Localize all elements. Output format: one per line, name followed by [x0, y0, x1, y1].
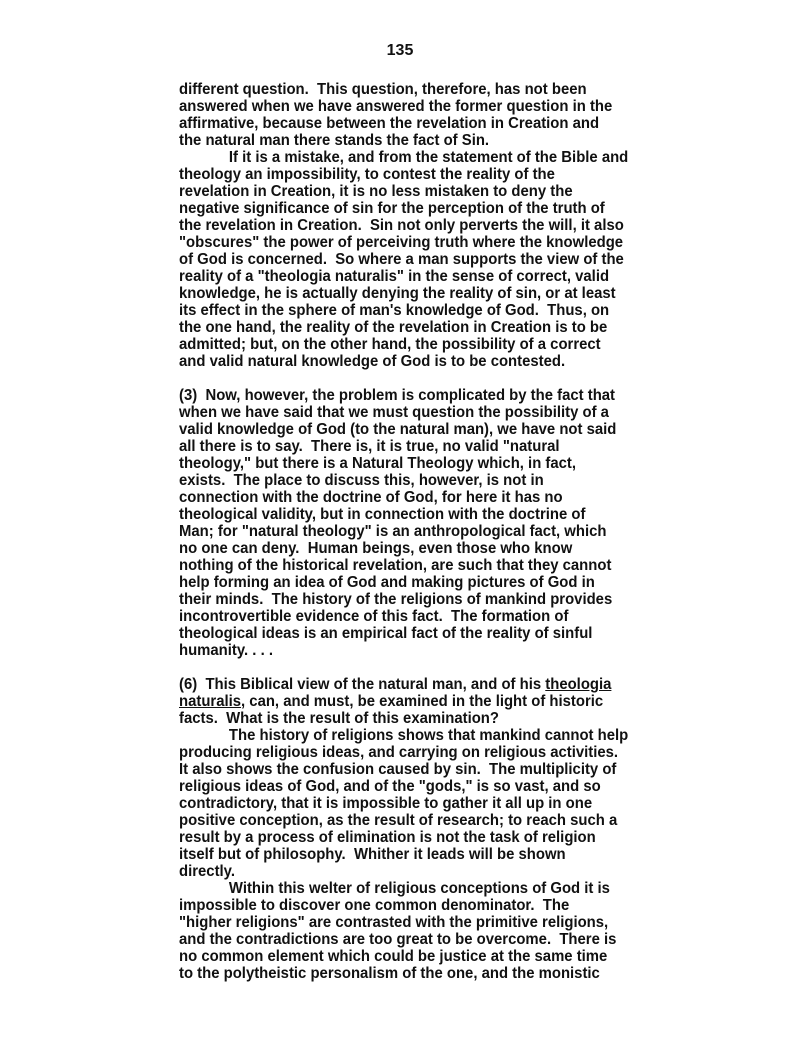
underlined-term: naturalis: [179, 693, 242, 710]
line-text: impossible to discover one common denominator. The: [179, 897, 570, 914]
line-text: affirmative, because between the revelation in Creation and: [179, 115, 600, 132]
text-line: [179, 183, 717, 200]
line-text: theological validity, but in connection with the doctrine of: [179, 506, 586, 523]
line-text: negative significance of sin for the perception of the truth of: [179, 200, 605, 217]
text-line: [179, 591, 717, 608]
text-line: [179, 319, 717, 336]
text-line: [179, 302, 717, 319]
text-line: [179, 421, 717, 438]
line-text: valid knowledge of God (to the natural man), we have not said: [179, 421, 617, 438]
text-line: [179, 438, 717, 455]
page-number: 135: [386, 42, 414, 59]
line-text: revelation in Creation, it is no less mistaken to deny the: [179, 183, 573, 200]
text-line: [179, 897, 717, 914]
line-text: "higher religions" are contrasted with the primitive religions,: [179, 914, 609, 931]
text-line: [179, 200, 717, 217]
line-text: connection with the doctrine of God, for here it has no: [179, 489, 563, 506]
text-line: [179, 880, 717, 897]
text-line: [179, 81, 717, 98]
text-line: [179, 846, 717, 863]
line-text: its effect in the sphere of man's knowledge of God. Thus, on: [179, 302, 610, 319]
paragraph-gap: [179, 370, 717, 387]
text-line: [179, 523, 717, 540]
line-text: positive conception, as the result of research; to reach such a: [179, 812, 618, 829]
text-line: [179, 914, 717, 931]
line-text: admitted; but, on the other hand, the possibility of a correct: [179, 336, 601, 353]
text-line: [179, 829, 717, 846]
line-text: incontrovertible evidence of this fact. The formation of: [179, 608, 569, 625]
text-line: [179, 98, 717, 115]
text-line: [179, 455, 717, 472]
line-text: theology," but there is a Natural Theology which, in fact,: [179, 455, 577, 472]
text-line: [179, 931, 717, 948]
line-text: humanity. . . .: [179, 642, 273, 659]
line-text: facts. What is the result of this examination?: [179, 710, 499, 727]
text-line: [179, 268, 717, 285]
line-text: all there is to say. There is, it is true, no valid "natural: [179, 438, 560, 455]
line-text: knowledge, he is actually denying the reality of sin, or at least: [179, 285, 616, 302]
line-text: Man; for "natural theology" is an anthropological fact, which: [179, 523, 607, 540]
underlined-term: theologia: [545, 676, 612, 693]
line-text: contradictory, that it is impossible to gather it all up in one: [179, 795, 593, 812]
line-text: producing religious ideas, and carrying on religious activities.: [179, 744, 619, 761]
line-text: when we have said that we must question the possibility of a: [179, 404, 609, 421]
text-line: [179, 149, 717, 166]
line-text: itself but of philosophy. Whither it leads will be shown: [179, 846, 566, 863]
line-text: and the contradictions are too great to be overcome. There is: [179, 931, 617, 948]
line-text: (6) This Biblical view of the natural man, and of his: [179, 676, 546, 693]
line-text: (3) Now, however, the problem is complicated by the fact that: [179, 387, 616, 404]
line-text: The history of religions shows that mankind cannot help: [228, 727, 629, 744]
line-text: result by a process of elimination is not the task of religion: [179, 829, 596, 846]
line-text: directly.: [179, 863, 235, 880]
paragraph-gap: [179, 659, 717, 676]
text-line: [179, 404, 717, 421]
line-text: theological ideas is an empirical fact of the reality of sinful: [179, 625, 593, 642]
text-line: [179, 744, 717, 761]
line-text: and valid natural knowledge of God is to be contested.: [179, 353, 566, 370]
line-text: different question. This question, therefore, has not been: [179, 81, 587, 98]
line-text: of God is concerned. So where a man supports the view of the: [179, 251, 624, 268]
text-line: [179, 506, 717, 523]
text-line: [179, 489, 717, 506]
document-body: [179, 81, 717, 982]
line-text: their minds. The history of the religions of mankind provides: [179, 591, 613, 608]
text-line: [179, 353, 717, 370]
text-line: [179, 625, 717, 642]
line-text: the natural man there stands the fact of Sin.: [179, 132, 490, 149]
text-line: [179, 132, 717, 149]
line-text: "obscures" the power of perceiving truth where the knowledge: [179, 234, 624, 251]
text-line: [179, 234, 717, 251]
line-text: help forming an idea of God and making pictures of God in: [179, 574, 595, 591]
line-text: to the polytheistic personalism of the one, and the monistic: [179, 965, 600, 982]
text-line: [179, 574, 717, 591]
line-text: theology an impossibility, to contest the reality of the: [179, 166, 555, 183]
text-line: [179, 965, 717, 982]
line-text: the revelation in Creation. Sin not only perverts the will, it also: [179, 217, 624, 234]
text-line: [179, 948, 717, 965]
text-line: [179, 693, 717, 710]
text-line: [179, 676, 717, 693]
text-line: [179, 710, 717, 727]
text-line: [179, 642, 717, 659]
text-line: [179, 387, 717, 404]
text-line: [179, 336, 717, 353]
text-line: [179, 795, 717, 812]
text-line: [179, 863, 717, 880]
text-line: [179, 557, 717, 574]
text-line: [179, 472, 717, 489]
line-text-continued: , can, and must, be examined in the light of historic: [241, 693, 604, 710]
text-line: [179, 540, 717, 557]
line-text: the one hand, the reality of the revelation in Creation is to be: [179, 319, 608, 336]
text-line: [179, 166, 717, 183]
line-text: exists. The place to discuss this, however, is not in: [179, 472, 544, 489]
line-text: If it is a mistake, and from the statement of the Bible and: [228, 149, 629, 166]
text-line: [179, 251, 717, 268]
line-text: no common element which could be justice at the same time: [179, 948, 608, 965]
text-line: [179, 217, 717, 234]
line-text: religious ideas of God, and of the "gods," is so vast, and so: [179, 778, 601, 795]
line-text: answered when we have answered the former question in the: [179, 98, 613, 115]
line-text: reality of a "theologia naturalis" in the sense of correct, valid: [179, 268, 610, 285]
line-text: Within this welter of religious conceptions of God it is: [228, 880, 610, 897]
text-line: [179, 115, 717, 132]
text-line: [179, 608, 717, 625]
line-text: no one can deny. Human beings, even those who know: [179, 540, 573, 557]
text-line: [179, 778, 717, 795]
text-line: [179, 285, 717, 302]
text-line: [179, 727, 717, 744]
line-text: nothing of the historical revelation, are such that they cannot: [179, 557, 612, 574]
text-line: [179, 761, 717, 778]
line-text: It also shows the confusion caused by sin. The multiplicity of: [179, 761, 617, 778]
text-line: [179, 812, 717, 829]
